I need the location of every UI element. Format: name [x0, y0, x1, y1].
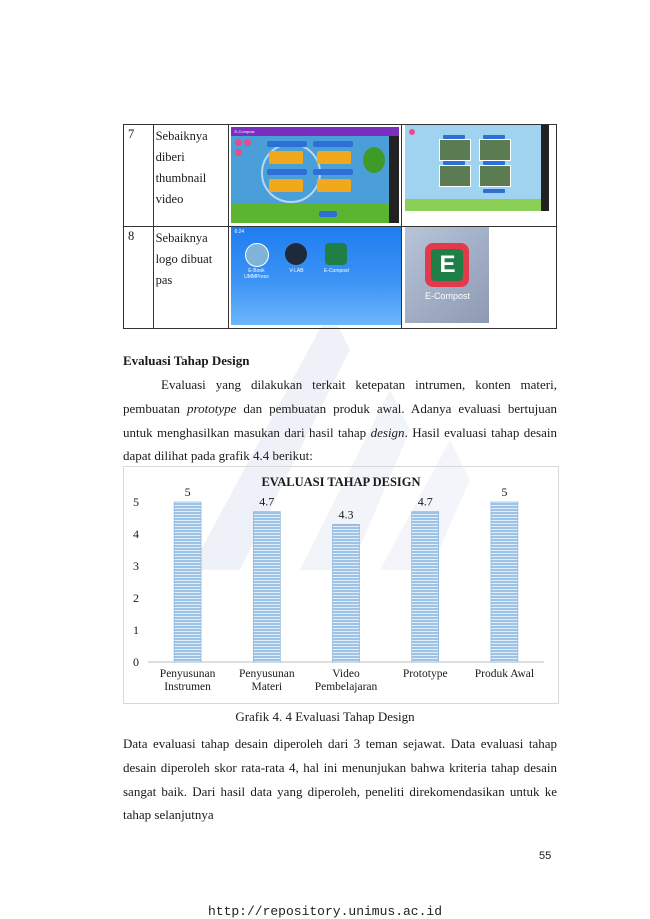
- app-title: E-Compost: [234, 129, 255, 134]
- screenshot-cell: [229, 227, 402, 329]
- screenshot-cell: [229, 125, 402, 227]
- x-tick-label: Materi: [251, 681, 283, 693]
- table-row: [124, 125, 557, 227]
- app-label: V-LAB: [289, 268, 304, 274]
- y-tick-label: 0: [133, 655, 139, 669]
- data-label: 4.7: [259, 494, 275, 509]
- status-time: 6:24: [234, 229, 245, 235]
- app-label: E-Book UMMPress: [244, 268, 269, 280]
- section-heading: Evaluasi Tahap Design: [123, 353, 250, 368]
- menu-screenshot: [231, 127, 399, 223]
- row-suggestion: Sebaiknya logo dibuat pas: [153, 227, 229, 329]
- y-tick-label: 2: [133, 591, 139, 605]
- bar: [491, 502, 518, 662]
- x-tick-label: Pembelajaran: [314, 681, 378, 693]
- evaluation-chart: [123, 466, 559, 704]
- screenshot-cell: [402, 125, 557, 227]
- ecompost-app-icon: [325, 243, 347, 265]
- ebook-app-icon: [245, 243, 269, 267]
- bar: [412, 512, 439, 662]
- x-tick-label: Video: [332, 668, 360, 680]
- figure-caption: Grafik 4. 4 Evaluasi Tahap Design: [235, 709, 415, 724]
- bar: [333, 524, 360, 662]
- data-label: 5: [501, 485, 508, 499]
- menu-button: [313, 169, 353, 175]
- menu-button: [313, 141, 353, 147]
- paragraph-intro: Evaluasi yang dilakukan terkait ketepatan intrumen, konten materi, pembuatan prototype dan pembuatan produk awal. Adanya evaluasi bertujuan untuk menghasilkan masukan dari hasil tahap design. Hasil evaluasi tahap desain dapat dilihat pada grafik 4.4 berikut:: [123, 377, 557, 464]
- x-tick-label: Penyusunan: [239, 668, 295, 680]
- bar-chart-svg: [124, 467, 558, 703]
- x-tick-label: Instrumen: [164, 681, 211, 693]
- y-tick-label: 1: [133, 623, 139, 637]
- bar: [253, 512, 280, 662]
- screenshot-cell: [402, 227, 557, 329]
- footer-url: http://repository.unimus.ac.id: [207, 904, 443, 919]
- page-number: 55: [539, 850, 552, 862]
- row-suggestion: Sebaiknya diberi thumbnail video: [153, 125, 229, 227]
- app-icon-screenshot: [405, 227, 489, 323]
- back-button: [319, 211, 337, 217]
- row-number: 8: [124, 227, 154, 329]
- x-tick-label: Produk Awal: [474, 668, 535, 680]
- data-label: 5: [184, 485, 191, 499]
- menu-button: [267, 141, 307, 147]
- y-tick-label: 3: [133, 559, 139, 573]
- ecompost-logo-icon: E: [425, 243, 469, 287]
- y-tick-label: 5: [133, 495, 139, 509]
- phone-home-screenshot: [231, 227, 401, 325]
- vlab-app-icon: [285, 243, 307, 265]
- suggestion-table: [123, 124, 557, 329]
- menu-button: [267, 169, 307, 175]
- x-tick-label: Penyusunan: [159, 668, 216, 680]
- data-label: 4.7: [417, 494, 433, 509]
- app-label: E-Compost: [323, 268, 349, 274]
- row-number: 7: [124, 125, 154, 227]
- bar: [174, 502, 201, 662]
- chart-title: EVALUASI TAHAP DESIGN: [261, 475, 421, 489]
- table-row: [124, 227, 557, 329]
- data-label: 4.3: [338, 507, 354, 522]
- x-tick-label: Prototype: [402, 668, 448, 680]
- paragraph-conclusion: Data evaluasi tahap desain diperoleh dari 3 teman sejawat. Data evaluasi tahap desain diperoleh skor rata-rata 4, hal ini menunjukan bahwa kriteria tahap desain sangat baik. Dari hasil data yang diperoleh, peneliti direkomendasikan untuk ke tahap selanjutnya: [123, 736, 557, 823]
- y-tick-label: 4: [133, 527, 139, 541]
- video-thumbnail-screenshot: [405, 125, 549, 211]
- icon-caption: E-Compost: [424, 291, 470, 301]
